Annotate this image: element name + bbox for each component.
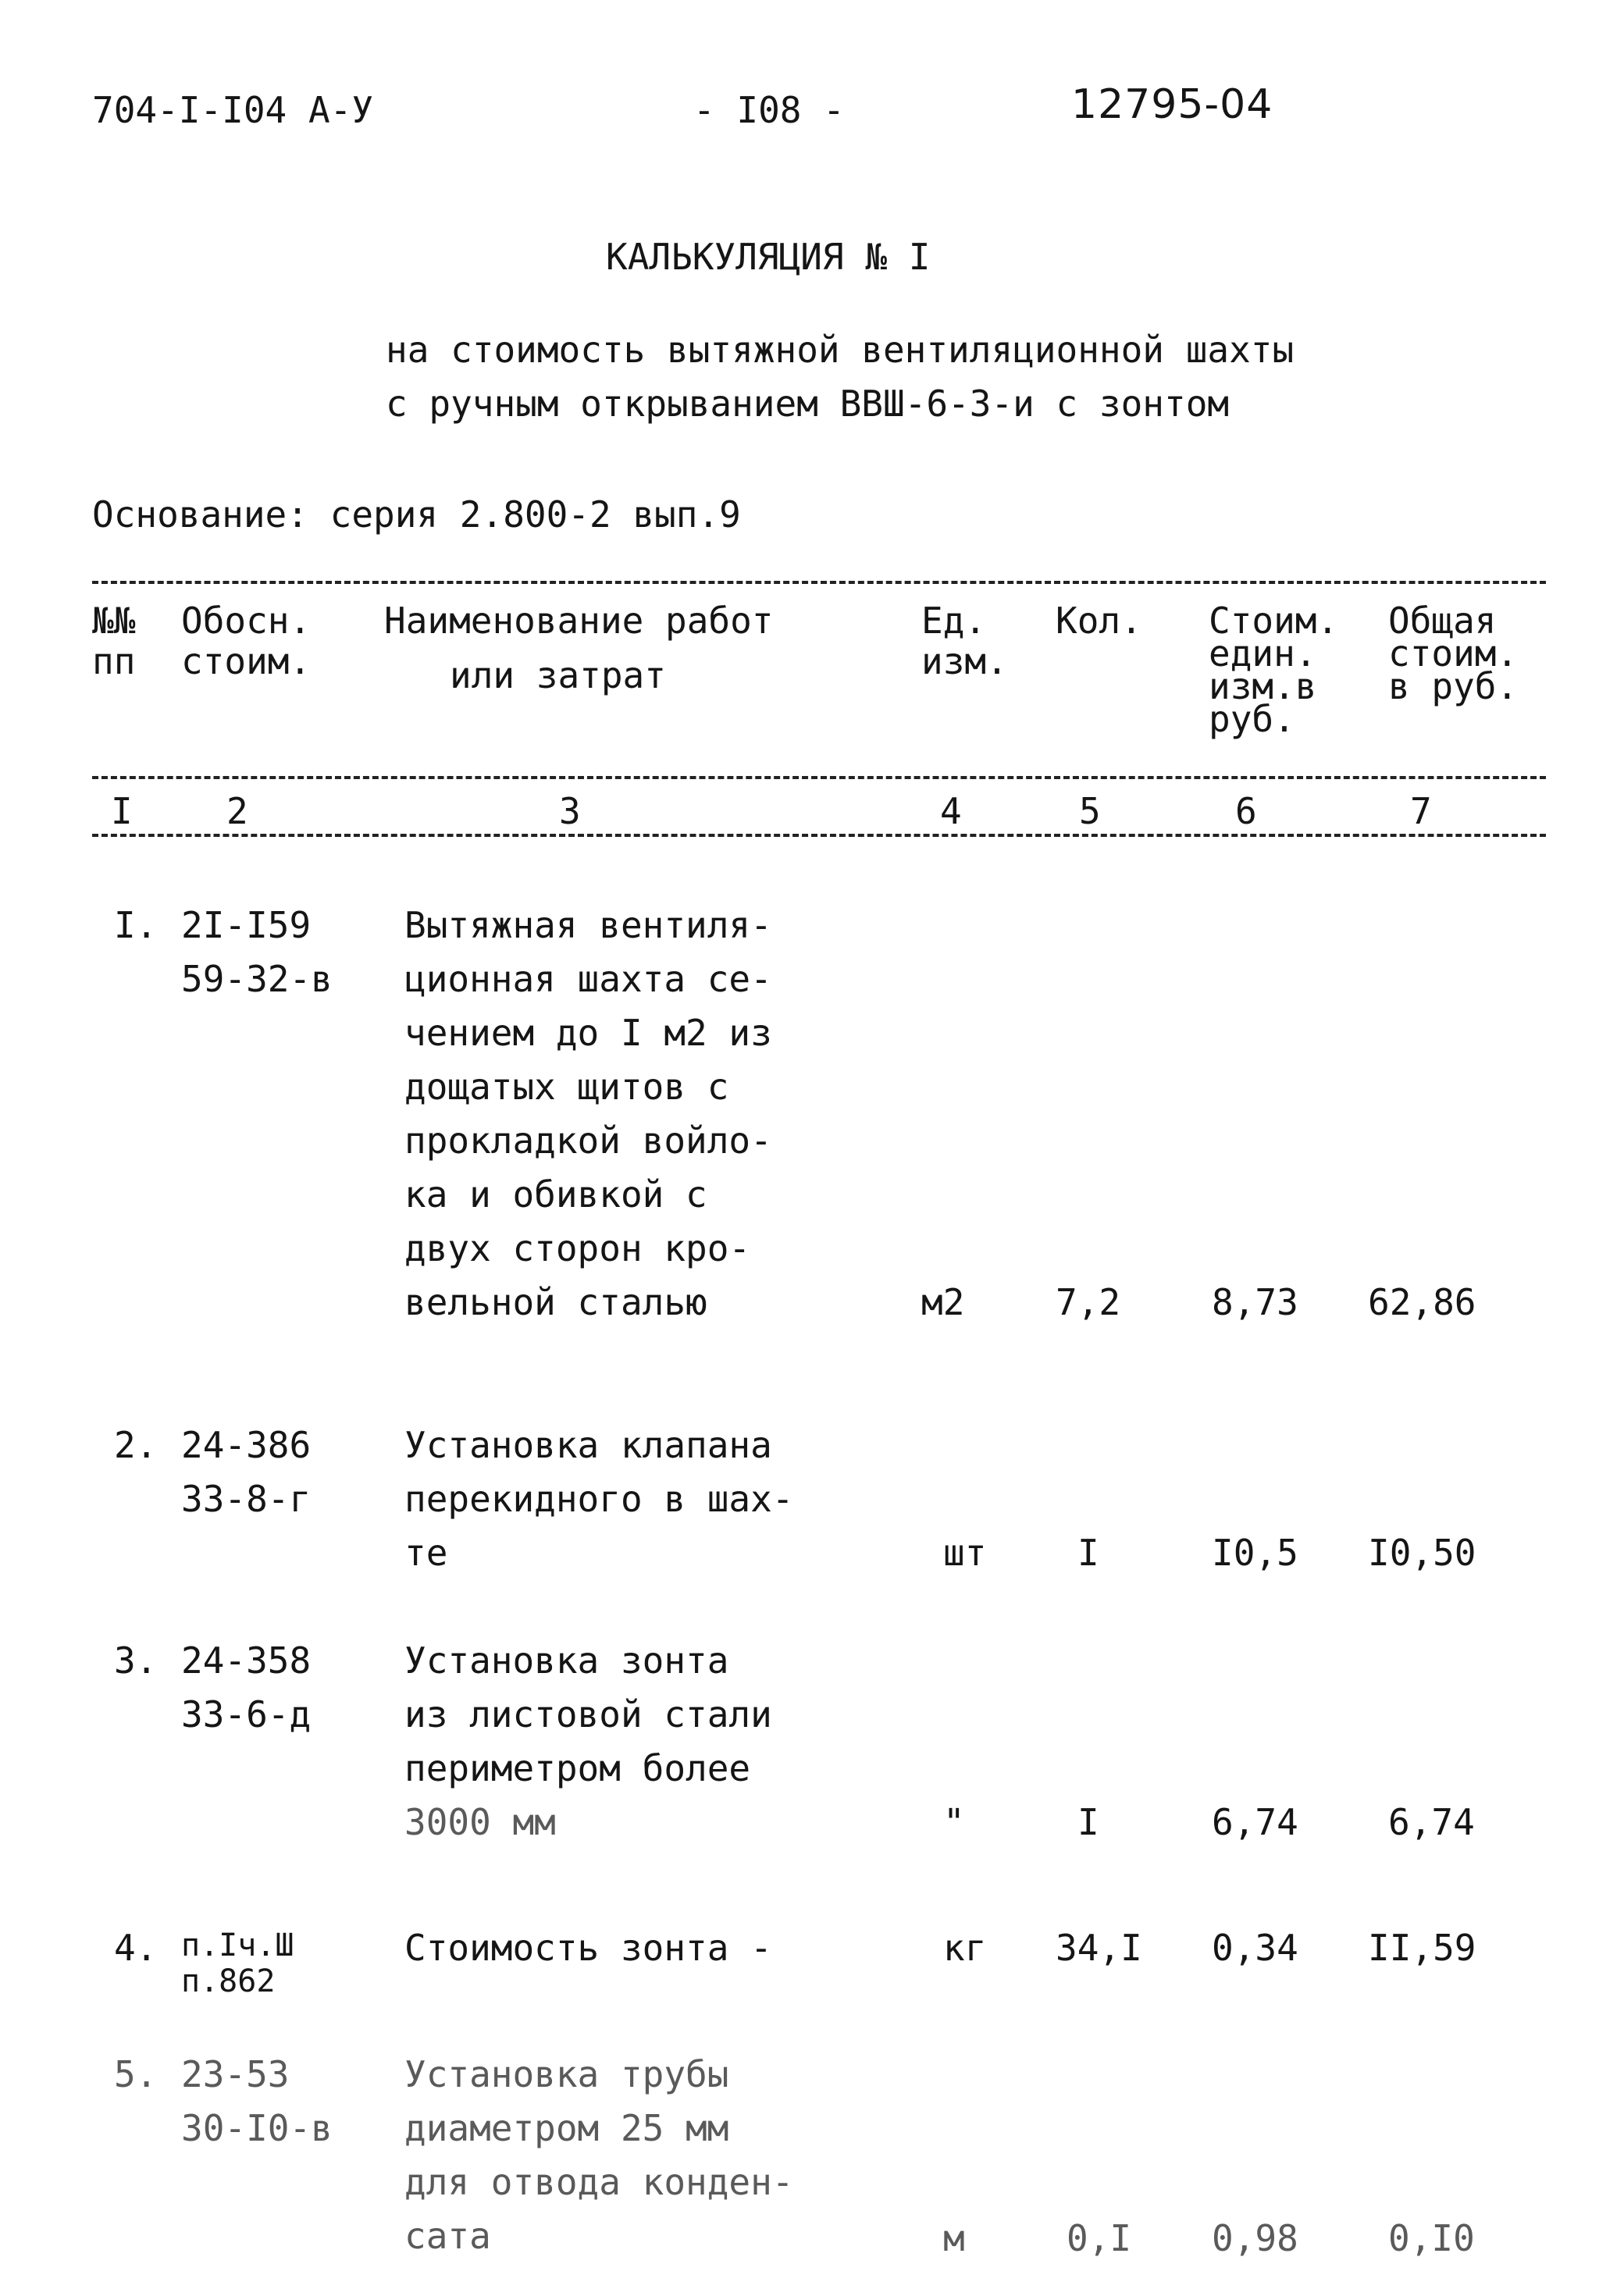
name-line: перекидного в шах- — [404, 1478, 794, 1520]
row-unit: кг — [943, 1927, 987, 1969]
name-line: ционная шахта се- — [404, 958, 772, 1000]
name-line: Вытяжная вентиля- — [404, 904, 772, 946]
row-quantity: I — [1077, 1801, 1099, 1843]
name-line: из листовой стали — [404, 1693, 772, 1735]
header-unit-price-line1: Стоим. — [1209, 600, 1339, 642]
name-line: те — [404, 1532, 448, 1574]
col-number-4: 4 — [940, 790, 962, 832]
name-line: ка и обивкой с — [404, 1173, 707, 1216]
row-number: 2. — [114, 1424, 158, 1466]
name-line: 3000 мм — [404, 1801, 556, 1843]
name-line: дощатых щитов с — [404, 1066, 729, 1108]
name-line: Установка зонта — [404, 1639, 729, 1682]
header-total-line3: в руб. — [1388, 665, 1519, 707]
col-number-2: 2 — [226, 790, 248, 832]
row-number: 5. — [114, 2053, 158, 2095]
row-total: 62,86 — [1368, 1281, 1476, 1323]
name-line: вельной сталью — [404, 1281, 707, 1323]
basis-line: 23-53 — [181, 2053, 290, 2095]
header-basis-line1: Обосн. — [181, 600, 312, 642]
basis-line: 33-6-д — [181, 1693, 312, 1735]
row-total: 0,I0 — [1388, 2217, 1475, 2259]
row-unit-price: 0,98 — [1212, 2217, 1298, 2259]
col-number-7: 7 — [1410, 790, 1432, 832]
row-basis — [181, 2053, 333, 2164]
header-unit-line1: Ед. — [921, 600, 987, 642]
basis-line: 24-358 — [181, 1639, 312, 1682]
row-unit: " — [943, 1801, 965, 1843]
row-name: Стоимость зонта - — [404, 1927, 772, 1969]
row-basis-line2: п.862 — [181, 1963, 276, 1999]
row-unit: м — [943, 2217, 965, 2259]
row-name — [404, 904, 772, 1338]
subtitle-line-2: с ручным открыванием ВВШ-6-3-и с зонтом — [386, 383, 1230, 425]
header-unit-price-line2: един. — [1209, 632, 1317, 675]
row-unit-price: 0,34 — [1212, 1927, 1298, 1969]
col-number-3: 3 — [559, 790, 581, 832]
header-unit-price-line3: изм.в — [1209, 665, 1317, 707]
row-total: I0,50 — [1368, 1532, 1476, 1574]
name-line: сата — [404, 2215, 491, 2257]
basis-line: 59-32-в — [181, 958, 333, 1000]
document-code: 704-I-I04 А-У — [92, 89, 374, 131]
header-total-line1: Общая — [1388, 600, 1497, 642]
row-unit: м2 — [921, 1281, 965, 1323]
row-unit: шт — [943, 1532, 987, 1574]
name-line: двух сторон кро- — [404, 1227, 751, 1269]
table-colnum-rule — [92, 834, 1546, 837]
name-line: для отвода конден- — [404, 2161, 794, 2203]
row-unit-price: 6,74 — [1212, 1801, 1298, 1843]
row-total: 6,74 — [1388, 1801, 1475, 1843]
name-line: периметром более — [404, 1747, 751, 1789]
header-total-line2: стоим. — [1388, 632, 1519, 675]
basis-line: 2I-I59 — [181, 904, 312, 946]
header-num-line1: №№ — [92, 600, 136, 642]
header-name-line2: или затрат — [450, 654, 666, 696]
row-quantity: I — [1077, 1532, 1099, 1574]
col-number-5: 5 — [1079, 790, 1101, 832]
row-name — [404, 1424, 794, 1589]
name-line: прокладкой войло- — [404, 1120, 772, 1162]
table-top-rule — [92, 581, 1546, 584]
basis-line: 24-386 — [181, 1424, 312, 1466]
basis-line: 33-8-г — [181, 1478, 312, 1520]
subtitle-line-1: на стоимость вытяжной вентиляционной шахты — [386, 329, 1295, 371]
row-number: 4. — [114, 1927, 158, 1969]
row-basis — [181, 1639, 312, 1750]
table-header-rule — [92, 776, 1546, 779]
header-basis-line2: стоим. — [181, 640, 312, 682]
row-unit-price: I0,5 — [1212, 1532, 1298, 1574]
row-quantity: 0,I — [1067, 2217, 1132, 2259]
header-num-line2: пп — [92, 640, 136, 682]
row-name — [404, 1639, 772, 1858]
row-basis — [181, 1424, 312, 1535]
row-unit-price: 8,73 — [1212, 1281, 1298, 1323]
row-quantity: 34,I — [1056, 1927, 1142, 1969]
col-number-1: I — [111, 790, 133, 832]
row-quantity: 7,2 — [1056, 1281, 1121, 1323]
basis-line: Основание: серия 2.800-2 вып.9 — [92, 493, 741, 536]
col-number-6: 6 — [1235, 790, 1257, 832]
basis-line: 30-I0-в — [181, 2107, 333, 2149]
row-number: 3. — [114, 1639, 158, 1682]
row-basis-line1: п.Iч.Ш — [181, 1928, 294, 1963]
handwritten-number: 12795-04 — [1071, 81, 1273, 128]
page-number: - I08 - — [693, 89, 845, 131]
name-line: Установка клапана — [404, 1424, 772, 1466]
name-line: чением до I м2 из — [404, 1012, 772, 1054]
row-number: I. — [114, 904, 158, 946]
header-quantity: Кол. — [1056, 600, 1142, 642]
page-title: КАЛЬКУЛЯЦИЯ № I — [606, 236, 931, 278]
header-name-line1: Наименование работ — [384, 600, 774, 642]
row-name — [404, 2053, 794, 2272]
row-total: II,59 — [1368, 1927, 1476, 1969]
header-unit-line2: изм. — [921, 640, 1008, 682]
header-unit-price-line4: руб. — [1209, 698, 1295, 740]
name-line: диаметром 25 мм — [404, 2107, 729, 2149]
row-basis — [181, 904, 333, 1015]
name-line: Установка трубы — [404, 2053, 729, 2095]
